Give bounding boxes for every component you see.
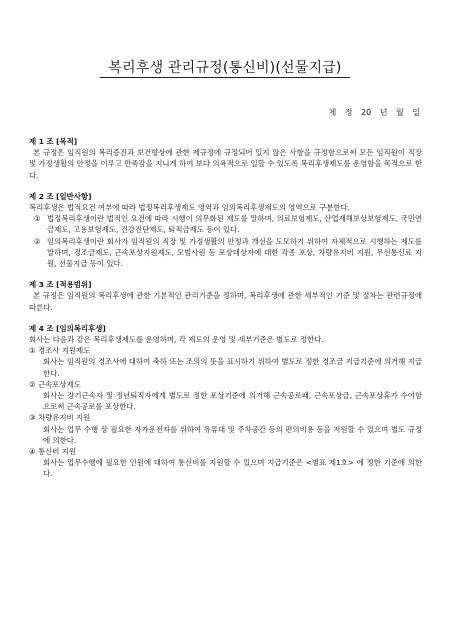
document-body: [29, 136, 422, 490]
article-heading: 제 3 조 [적용범위]: [29, 280, 92, 290]
document-title: 복리후생 관리규정(통신비)(선물지급): [108, 60, 342, 76]
article-lead: 복리후생은 법적요건 여부에 따라 법정복리후생제도 영역과 임의복리후생제도의 영역으로 구분한다.: [29, 203, 351, 213]
item-text: 임의복리후생이란 회사가 임직원의 직장 및 가정생활의 안정과 개선을 도모하기 위하여 자체적으로 시행하는 제도를 말하며, 경조금제도, 근속포상지원제도, 모범사원 등 포상대상자에 대한 각종 포상, 차량유지비 지원, 무선통신료 지원, 선물지급 등이 있다.: [47, 236, 422, 269]
enactment-date: 제 정 20 년 월 일: [328, 108, 420, 117]
sub-item-congratulations-support: [29, 345, 422, 379]
sub-item-text: 회사는 업무수행에 필요한 인원에 대하여 통신비를 지원할 수 있으며 지급기준은 <별표 제1호> 에 정한 기준에 의한다.: [43, 458, 422, 479]
sub-item-text: 회사는 업무 수행 상 필요한 자가운전자를 위하여 유류대 및 주차공간 등의 편의비용 등을 지원할 수 있으며 별도 규정에 의한다.: [43, 424, 422, 445]
article-heading: 제 1 조 [목적]: [29, 137, 78, 146]
article-body: 본 규정은 임직원의 복리후생에 관한 기본적인 관리기준을 정하며, 복리후생에 관한 세부적인 기준 및 절차는 관련규정에 따른다.: [29, 291, 422, 312]
sub-item-long-service: [29, 379, 422, 413]
article-body: 본 규정은 임직원의 복리증진과 보건향상에 관한 제규정에 규정되어 있지 않은 사항을 규정함으로써 모든 임직원이 직장 및 가정생활의 안정을 이루고 만족감을 지니게 하여 보다 의욕적으로 일할 수 있도록 복리후생제도를 운영함을 목적으로 한다.: [29, 148, 422, 180]
article-4: [29, 323, 422, 480]
item-number: ①: [34, 214, 41, 224]
title-underline: [100, 77, 350, 78]
sub-item-title: ① 경조사 지원제도: [29, 346, 91, 356]
article-heading: 제 2 조 [일반사항]: [29, 191, 92, 201]
article-1: [29, 136, 422, 181]
sub-item-text: 회사는 장기근속자 및 정년퇴직자에게 별도로 정한 포상기준에 의거해 근속공로패, 근속포상금, 근속포상휴가 수여함으로써 근속공로를 포상한다.: [43, 391, 422, 412]
sub-item-title: ② 근속포상제도: [29, 379, 81, 389]
item-text: 법정복리후생이란 법적인 요건에 따라 시행이 의무화된 제도를 말하며, 의료보험제도, 산업재해보상보험제도, 국민연금제도, 고용보험제도, 건강진단제도, 퇴직금제도 등이 있다.: [47, 214, 422, 235]
sub-item-title: ④ 통신비 지원: [29, 447, 77, 457]
article-lead: 회사는 다음과 같은 복리후생제도를 운영하며, 각 제도의 운영 및 세부기준은 별도로 정한다.: [29, 335, 324, 345]
article-item: [29, 236, 422, 270]
sub-item-telecom-support: [29, 446, 422, 480]
article-item: [29, 213, 422, 235]
sub-item-vehicle-support: [29, 412, 422, 446]
sub-item-title: ③ 차량유지비 지원: [29, 413, 91, 423]
sub-item-text: 회사는 임직원의 경조사에 대하여 축하 또는 조의의 뜻을 표시하기 위하여 별도로 정한 경조금 지급기준에 의거해 지급한다.: [43, 357, 422, 378]
article-heading: 제 4 조 [임의복리후생]: [29, 323, 106, 333]
article-3: [29, 279, 422, 313]
item-number: ②: [34, 236, 41, 246]
article-2: [29, 191, 422, 269]
